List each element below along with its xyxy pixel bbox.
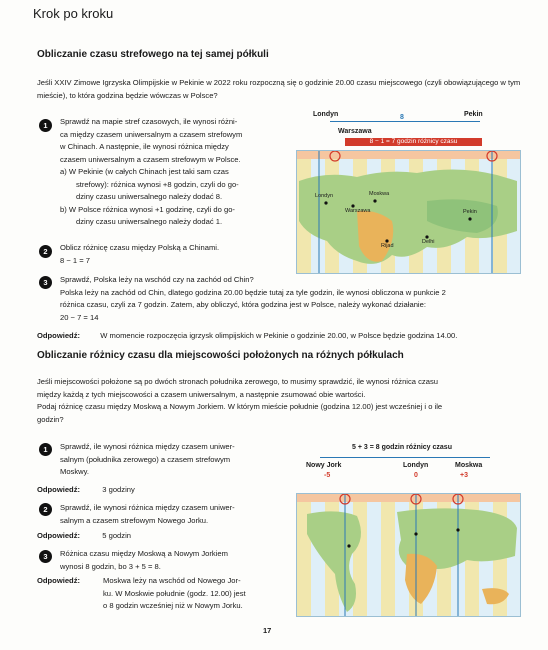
s2-answer1: Odpowiedź: 3 godziny bbox=[37, 485, 135, 494]
s2-answer3: Odpowiedź: Moskwa leży na wschód od Nowego Jor- ku. W Moskwie południe (godz. 12.00) jest o 8 godzin wcześniej niż w Nowym Jorku. bbox=[37, 576, 246, 610]
s1-step2-text: Oblicz różnicę czasu między Polską a Chinami. 8 − 1 = 7 bbox=[60, 243, 220, 265]
moscow-dot bbox=[373, 199, 376, 202]
s2-step-number-1: 1 bbox=[39, 443, 52, 456]
section1-heading: Obliczanie czasu strefowego na tej samej półkuli bbox=[37, 49, 269, 60]
newyork-dot bbox=[347, 544, 350, 547]
section2-intro: Jeśli miejscowości położone są po dwóch stronach południka zerowego, to musimy sprawdzić, ile wynosi różnica czasu między każdą z tych miejscowości a czasem uniwersalnym, a następnie zsumować obie wartości. Podaj różnicę czasu między Moskwą a Nowym Jorkiem. W którym mieście południe (godzina 12.00) jest wcześniej i o ile godzin? bbox=[37, 377, 443, 424]
s1-step3-text: Sprawdź, Polska leży na wschód czy na zachód od Chin? Polska leży na zachód od Chin, dlatego godzina 20.00 będzie tutaj za tyle godzin, ile wynosi obliczona w punkcie 2 różnica czasu, czyli za 7 godzin. Zatem, aby obliczyć, która godzina jest w Polsce, należy wykonać działanie: 20 − 7 = 14 bbox=[60, 275, 446, 322]
map1-city-delhi: Delhi bbox=[422, 239, 435, 245]
map1-city-moscow: Moskwa bbox=[369, 191, 390, 197]
s2-answer2: Odpowiedź: 5 godzin bbox=[37, 531, 131, 540]
s2-step2-text: Sprawdź, ile wynosi różnica między czasem uniwer- salnym a czasem strefowym Nowego Jorku. bbox=[60, 503, 235, 525]
map1-city-warsaw: Warszawa bbox=[345, 208, 371, 214]
map2-svg bbox=[297, 494, 520, 616]
map2-header: 5 + 3 = 8 godzin różnicy czasu Nowy Jork Londyn Moskwa -5 0 +3 bbox=[290, 444, 520, 490]
page-title: Krok po kroku bbox=[33, 6, 114, 21]
s2-step3-text: Różnica czasu między Moskwą a Nowym Jorkiem wynosi 8 godzin, bo 3 + 5 = 8. bbox=[60, 549, 228, 571]
s1-step1-text: Sprawdź na mapie stref czasowych, ile wynosi różni- ca między czasem uniwersalnym a czasem strefowym w Chinach. A następnie, ile wynosi różnica między czasem uniwersalnym a czasem strefowym w Polsce. a) W Pekinie (w całych Chinach jest taki sam czas strefowy): różnica wynosi +8 godzin, czyli do go- dziny czasu uniwersalnego należy dodać 8. b) W Polsce różnica wynosi +1 godzinę, czyli do go- dziny czasu uniwersalnego należy dodać 1. bbox=[60, 117, 243, 226]
beijing-dot bbox=[468, 217, 471, 220]
map1-header: Londyn Pekin 8 Warszawa 8 − 1 = 7 godzin różnicy czasu bbox=[313, 111, 483, 145]
s2-step-number-3: 3 bbox=[39, 550, 52, 563]
s2-step1-text: Sprawdź, ile wynosi różnica między czasem uniwer- salnym (południka zerowego) a czasem strefowym Moskwy. bbox=[60, 442, 235, 476]
map1-timezone-map bbox=[296, 150, 521, 274]
map1-city-riyadh: Rijad bbox=[381, 243, 394, 249]
map1-svg bbox=[297, 151, 520, 273]
s1-answer: Odpowiedź: W momencie rozpoczęcia igrzysk olimpijskich w Pekinie o godzinie 20.00, w Polsce będzie godzina 14.00. bbox=[37, 331, 458, 340]
page-number: 17 bbox=[263, 626, 272, 635]
london-dot bbox=[324, 201, 327, 204]
step-number-3: 3 bbox=[39, 276, 52, 289]
moscow2-dot bbox=[456, 528, 459, 531]
step-number-2: 2 bbox=[39, 245, 52, 258]
step-number-1: 1 bbox=[39, 119, 52, 132]
s2-step-number-2: 2 bbox=[39, 503, 52, 516]
map2-timezone-map bbox=[296, 493, 521, 617]
map1-city-beijing: Pekin bbox=[463, 209, 477, 215]
section1-intro: Jeśli XXIV Zimowe Igrzyska Olimpijskie w Pekinie w 2022 roku rozpoczną się o godzinie 20.00 czasu miejscowego (czyli obowiązującego w tym mieście), to która godzina będzie wówczas w Polsce? bbox=[37, 78, 521, 100]
london2-dot bbox=[414, 532, 417, 535]
map1-city-london: Londyn bbox=[315, 193, 334, 199]
section2-heading: Obliczanie różnicy czasu dla miejscowości położonych na różnych półkulach bbox=[37, 350, 404, 361]
